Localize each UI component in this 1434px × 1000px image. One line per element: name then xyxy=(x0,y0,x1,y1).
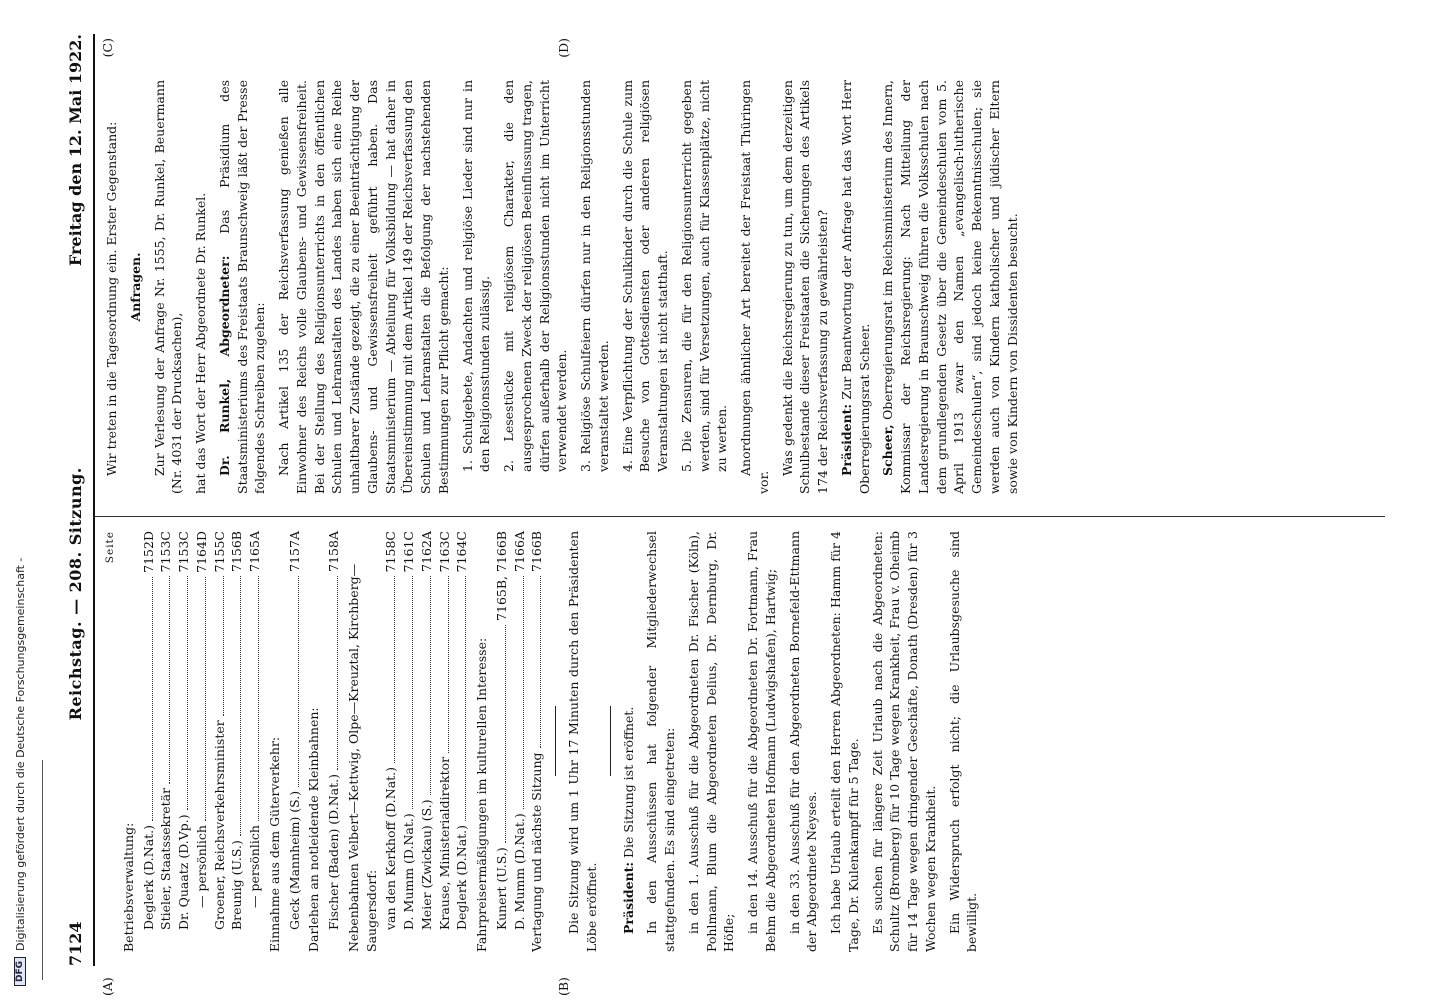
dfg-logo: DFG xyxy=(14,957,26,986)
toc-entry-page: 7166A xyxy=(511,531,527,572)
toc-entry xyxy=(157,531,175,952)
toc-entry-label: Breunig (U.S.) xyxy=(229,840,245,930)
toc-entry-label: Vertagung und nächste Sitzung xyxy=(529,752,545,952)
toc-leader-dots xyxy=(430,576,431,796)
toc-entry-label: Deglerk (D.Nat.) xyxy=(140,824,156,930)
session-opening: Die Sitzung wird um 1 Uhr 17 Minuten durch den Präsidenten Löbe eröffnet. xyxy=(566,531,599,952)
toc-leader-dots xyxy=(298,576,299,787)
speaker-paragraph xyxy=(838,80,874,494)
paragraph: Zur Verlesung der Anfrage Nr. 1555, Dr. Runkel, Beuermann (Nr. 4031 der Drucksachen), xyxy=(151,80,185,494)
paragraph: Wir treten in die Tagesordnung ein. Erster Gegenstand: xyxy=(104,121,119,476)
toc-leader-dots xyxy=(465,576,466,821)
margin-marker-b: (B) xyxy=(556,977,571,996)
page-running-title: Reichstag. — 208. Sitzung. xyxy=(66,467,85,721)
section-separator xyxy=(555,707,556,777)
paragraph: Anordnungen ähnlicher Art bereitet der Freistaat Thüringen vor. xyxy=(738,80,771,494)
toc-entry-page: 7165A xyxy=(247,531,263,572)
toc-entry xyxy=(400,531,418,952)
toc-section-heading: Betriebsverwaltung: xyxy=(120,822,136,952)
toc-entry xyxy=(493,531,511,952)
toc-section-heading: Einnahme aus dem Güterverkehr: xyxy=(266,736,282,952)
page-date: Freitag den 12. Mai 1922. xyxy=(66,34,85,267)
speaker-label: Präsident: xyxy=(620,861,636,934)
toc-leader-dots xyxy=(258,576,259,821)
speaker-paragraph xyxy=(879,80,1021,494)
paragraph: In den Ausschüssen hat folgender Mitgliederwechsel stattgefunden. Es sind eingetreten: xyxy=(644,531,678,952)
toc-leader-dots xyxy=(187,576,188,810)
toc-leader-dots xyxy=(540,576,541,748)
speaker-label: Dr. Runkel, Abgeordneter: xyxy=(216,255,232,476)
toc-leader-dots xyxy=(337,576,338,770)
toc-entry xyxy=(453,531,471,952)
toc-entry xyxy=(418,531,436,952)
paragraph-text: Zur Beantwortung der Anfrage hat das Wort Herr Oberregierungsrat Scheer. xyxy=(838,80,872,494)
speaker-label: Präsident: xyxy=(838,403,854,476)
toc-entry-page: 7163C xyxy=(436,531,452,573)
toc-entry-page: 7156B xyxy=(229,531,245,572)
president-announcement xyxy=(620,531,638,952)
toc-leader-dots xyxy=(505,625,506,843)
paragraph: in den 14. Ausschuß für die Abgeordneten Dr. Fortmann, Frau Behm die Abgeordneten Hofmann (Ludwigshafen), Hartwig; xyxy=(745,531,778,952)
toc-entry-label: Groener, Reichsverkehrsminister xyxy=(211,720,227,930)
toc-entry xyxy=(286,531,304,952)
toc-entry-label: Deglerk (D.Nat.) xyxy=(454,824,470,930)
margin-marker-c: (C) xyxy=(100,38,115,58)
toc-entry-label: D. Mumm (D.Nat.) xyxy=(401,813,417,930)
toc-entry-page: 7153C xyxy=(158,531,174,573)
funding-text: Digitalisierung gefördert durch die Deutsche Forschungsgemeinschaft - xyxy=(13,557,27,951)
toc-entry-label: D. Mumm (D.Nat.) xyxy=(511,813,527,930)
paragraph: hat das Wort der Herr Abgeordnete Dr. Runkel. xyxy=(193,192,208,494)
toc-leader-dots xyxy=(169,576,170,784)
list-item: 5. Die Zensuren, die für den Religionsunterricht gegeben werden, sind für Versetzungen, auch für Klassenplätze, nicht zu werten. xyxy=(678,80,730,472)
toc-entry-page: 7153C xyxy=(176,531,192,573)
list-item: 2. Lesestücke mit religiösem Charakter, die den ausgesprochenen Zweck der religiösen Beeinflussung tragen, dürfen außerhalb der Religionsstunden nicht im Unterricht verwendet werden. xyxy=(501,80,570,472)
footer-strip xyxy=(0,0,40,1000)
toc-entry xyxy=(228,531,246,952)
paragraph: Nach Artikel 135 der Reichsverfassung genießen alle Einwohner des Reichs volle Glaubens- und Gewissensfreiheit. Bei der Stellung des Religionsunterrichts in den öffentlichen Schulen und Lehranstalten des Landes haben sich eine Reihe unhaltbarer Zustände gezeigt, die zu einer Beeinträchtigung der Glaubens- und Gewissensfreiheit geführt haben. Das Staatsministerium — Abteilung für Volksbildung — hat daher in Übereinstimmung mit dem Artikel 149 der Reichsverfassung den Schulen und Lehranstalten die Befolgung der nachstehenden Bestimmungen zur Pflicht gemacht: xyxy=(276,80,451,494)
toc-entry-label: van den Kerkhoff (D.Nat.) xyxy=(383,766,399,930)
toc-entry xyxy=(436,531,454,952)
paragraph: Es suchen für längere Zeit Urlaub nach die Abgeordneten: Schultz (Bromberg) für 10 Tage wegen Krankheit, Frau v. Oheimb für 14 Tage wegen dringender Geschäfte, Donath (Dresden) für 3 Wochen wegen Krankheit. xyxy=(869,531,938,952)
toc-entry xyxy=(211,531,229,952)
toc-entry-label: Kunert (U.S.) xyxy=(493,847,509,930)
toc-entry-page: 7158A xyxy=(326,531,342,572)
toc-entry-label: — persönlich xyxy=(193,825,209,908)
list-item: 1. Schulgebete, Andachten und religiöse Lieder sind nur in den Religionsstunden zulässig. xyxy=(459,80,493,472)
toc-entry-label: — persönlich xyxy=(247,825,263,908)
toc-leader-dots xyxy=(523,576,524,809)
toc-entry-page: 7155C xyxy=(211,531,227,573)
section-separator xyxy=(610,707,611,777)
margin-marker-a: (A) xyxy=(100,977,115,996)
left-column xyxy=(95,516,1385,996)
toc-entry-label: Fischer (Baden) (D.Nat.) xyxy=(326,774,342,930)
toc-section-heading: Nebenbahnen Velbert—Kettwig, Olpe—Kreuztal, Kirchberg—Saugersdorf: xyxy=(345,563,379,952)
toc-section-heading: Fahrpreisermäßigungen im kulturellen Interesse: xyxy=(474,637,490,952)
toc-entry-page: 7161C xyxy=(401,531,417,573)
numbered-list xyxy=(459,80,732,494)
scan-rule xyxy=(42,760,43,980)
toc-entry-label: Dr. Quaatz (D.Vp.) xyxy=(176,814,192,930)
speaker-label: Scheer, xyxy=(880,424,896,476)
paragraph-text: Das Präsidium des Staatsministeriums des Freistaats Braunschweig läßt der Presse folgendes Schreiben zugehen: xyxy=(216,79,268,494)
toc-leader-dots xyxy=(394,576,395,763)
toc-seite-label: Seite xyxy=(104,531,116,564)
toc-leader-dots xyxy=(412,576,413,809)
toc-entry-page: 7165B, 7166B xyxy=(493,531,509,621)
toc-entry xyxy=(528,531,546,952)
toc-leader-dots xyxy=(448,576,449,752)
toc-entry xyxy=(325,531,343,952)
toc-entry xyxy=(382,531,400,952)
paragraph: Was gedenkt die Reichsregierung zu tun, um dem derzeitigen Schulbestande dieser Freistaaten die Sicherungen des Artikels 174 der Reichsverfassung zu gewährleisten? xyxy=(779,80,830,494)
list-item: 3. Religiöse Schulfeiern dürfen nur in den Religionsstunden veranstaltet werden. xyxy=(578,80,611,472)
toc-entry-page: 7164C xyxy=(454,531,470,573)
paragraph: Ein Widerspruch erfolgt nicht; die Urlaubsgesuche sind bewilligt. xyxy=(946,531,980,952)
toc-leader-dots xyxy=(205,577,206,821)
toc-entry-label: Meier (Zwickau) (S.) xyxy=(418,799,434,930)
toc-entry xyxy=(246,531,264,952)
paragraph: in den 33. Ausschuß für den Abgeordneten Bornefeld-Ettmann der Abgeordnete Neyses. xyxy=(786,531,820,952)
toc-entry xyxy=(511,531,529,952)
toc-leader-dots xyxy=(240,576,241,836)
margin-marker-d: (D) xyxy=(556,38,571,58)
section-heading-text: Anfragen. xyxy=(127,252,143,322)
speaker-paragraph xyxy=(216,80,269,494)
toc-entry-label: Stieler, Staatssekretär xyxy=(158,787,174,930)
toc-entry-label: Geck (Mannheim) (S.) xyxy=(286,790,302,930)
toc-leader-dots xyxy=(152,577,153,821)
toc-entry-page: 7166B xyxy=(529,531,545,572)
toc-section-heading: Darlehen an notleidende Kleinbahnen: xyxy=(306,707,322,952)
funding-note xyxy=(0,0,40,1000)
list-item: 4. Eine Verpflichtung der Schulkinder durch die Schule zum Besuche von Gottesdiensten oder anderen religiösen Veranstaltungen ist nicht statthaft. xyxy=(619,80,670,472)
paragraph-text: Oberregierungsrat im Reichsministerium des Innern, Kommissar der Reichsregierung: Nach Mitteilung der Landesregierung in Braunschweig führen die Volksschulen nach dem grundlegenden Gesetz über die Gemeindeschulen vom 5. April 1913 zwar den Namen „evangelisch-lutherische Gemeindeschulen“, sind jedoch keine Bekenntnisschulen; sie werden auch von Kindern katholischer und jüdischer Eltern sowie von Kindern von Dissidenten besucht. xyxy=(880,80,1020,494)
toc-entry-page: 7162A xyxy=(418,531,434,572)
page-header xyxy=(66,34,95,966)
toc-entry-page: 7164D xyxy=(193,531,209,573)
page-number: 7124 xyxy=(66,921,85,966)
toc-entry xyxy=(140,531,158,952)
document-page xyxy=(44,0,1434,1000)
table-of-contents xyxy=(120,531,546,952)
paragraph: in den 1. Ausschuß für die Abgeordneten Dr. Fischer (Köln), Pohlmann, Blum die Abgeordneten Delius, Dr. Dernburg, Dr. Höfle; xyxy=(685,531,737,952)
toc-entry-page: 7152D xyxy=(140,531,156,573)
toc-entry-page: 7157A xyxy=(286,531,302,572)
right-column xyxy=(95,38,1385,516)
toc-entry xyxy=(175,531,193,952)
section-heading xyxy=(127,80,145,494)
toc-entry-page: 7158C xyxy=(383,531,399,573)
paragraph-text: Die Sitzung ist eröffnet. xyxy=(620,706,636,858)
paragraph: Ich habe Urlaub erteilt den Herren Abgeordneten: Hamm für 4 Tage, Dr. Kulenkampff für 5 Tage. xyxy=(828,531,861,952)
toc-leader-dots xyxy=(223,576,224,716)
toc-entry xyxy=(193,531,211,952)
toc-entry-label: Krause, Ministerialdirektor xyxy=(436,756,452,930)
